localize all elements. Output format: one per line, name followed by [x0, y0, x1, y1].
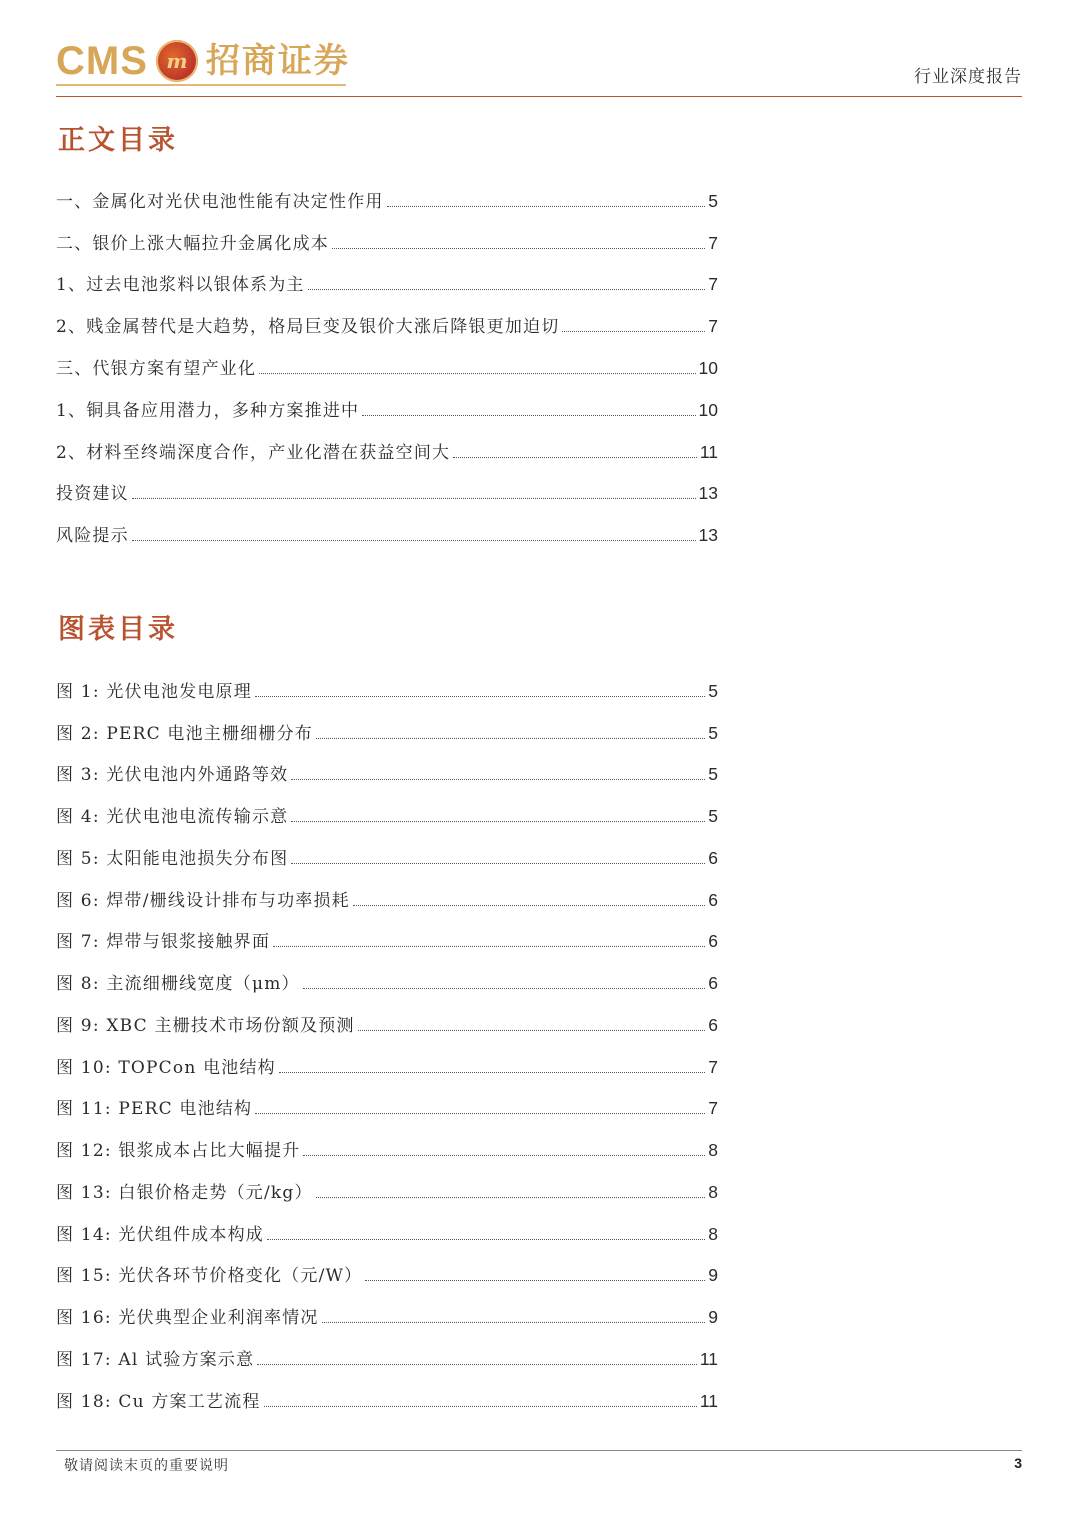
figure-entry[interactable] — [56, 1370, 718, 1412]
dot-leader — [267, 1239, 705, 1240]
company-logo — [56, 36, 350, 86]
svg-text:m: m — [166, 49, 188, 73]
toc-title: 正文目录 — [58, 125, 178, 156]
toc-entry-label: 三、代银方案有望产业化 — [56, 358, 257, 379]
dot-leader — [362, 415, 695, 416]
dot-leader — [255, 696, 705, 697]
dot-leader — [365, 1280, 705, 1281]
figure-entry[interactable] — [56, 1245, 718, 1287]
figure-entry-label: 图 13: 白银价格走势（元/kg） — [56, 1182, 313, 1203]
toc-entry-page: 10 — [698, 357, 718, 378]
figure-entry-label: 图 4: 光伏电池电流传输示意 — [56, 807, 289, 827]
figure-entry-page: 5 — [708, 806, 718, 826]
figure-entry-label: 图 15: 光伏各环节价格变化（元/W） — [56, 1266, 363, 1287]
figure-entry-label: 图 6: 焊带/栅线设计排布与功率损耗 — [56, 890, 350, 911]
figure-entry[interactable] — [56, 827, 718, 869]
figure-entry-page: 6 — [708, 931, 718, 952]
figure-entry[interactable] — [56, 1119, 718, 1161]
figure-entry-label: 图 9: XBC 主栅技术市场份额及预测 — [56, 1015, 355, 1036]
dot-leader — [132, 498, 696, 499]
figure-entry-label: 图 16: 光伏典型企业利润率情况 — [56, 1308, 319, 1328]
figure-entry-label: 图 10: TOPCon 电池结构 — [56, 1057, 276, 1078]
toc-entry-label: 风险提示 — [56, 526, 129, 547]
toc-entry[interactable] — [56, 504, 718, 546]
toc-entry-label: 2、材料至终端深度合作，产业化潜在获益空间大 — [56, 442, 451, 463]
dot-leader — [259, 373, 695, 374]
logo-chinese-name: 招商证券 — [205, 41, 350, 81]
figure-entry-page: 5 — [708, 722, 718, 743]
dot-leader — [322, 1322, 706, 1323]
page-header — [0, 0, 1080, 100]
figure-entry-label: 图 18: Cu 方案工艺流程 — [56, 1391, 261, 1412]
figure-entry[interactable] — [56, 911, 718, 953]
header-divider — [56, 96, 1022, 97]
figure-entry-label: 图 5: 太阳能电池损失分布图 — [56, 848, 289, 869]
figure-entry-page: 6 — [708, 847, 718, 868]
figure-entry-label: 图 11: PERC 电池结构 — [56, 1099, 253, 1120]
dot-leader — [279, 1072, 705, 1073]
report-type: 行业深度报告 — [914, 67, 1022, 87]
figure-entry-page: 7 — [708, 1098, 718, 1119]
figure-entry-page: 5 — [708, 764, 718, 785]
figure-entry-page: 8 — [708, 1181, 718, 1202]
dot-leader — [132, 540, 696, 541]
figure-entry[interactable] — [56, 1161, 718, 1203]
figure-entry-page: 6 — [708, 973, 718, 993]
toc-entry-page: 7 — [708, 232, 718, 253]
toc-entry-page: 7 — [708, 274, 718, 295]
figure-entry-page: 7 — [708, 1056, 718, 1077]
figure-entry[interactable] — [56, 994, 718, 1036]
toc-entry-label: 1、过去电池浆料以银体系为主 — [56, 275, 305, 296]
toc-entry-label: 投资建议 — [56, 484, 129, 505]
dot-leader — [291, 863, 705, 864]
logo-emblem-icon — [156, 40, 198, 82]
figure-entry[interactable] — [56, 869, 718, 911]
figure-entry-label: 图 14: 光伏组件成本构成 — [56, 1224, 264, 1245]
dot-leader — [316, 738, 705, 739]
toc-entry[interactable] — [56, 212, 718, 254]
figure-entry[interactable] — [56, 952, 718, 994]
toc-entry[interactable] — [56, 463, 718, 505]
dot-leader — [332, 248, 705, 249]
dot-leader — [291, 779, 705, 780]
figure-entry-page: 9 — [708, 1307, 718, 1327]
dot-leader — [453, 457, 697, 458]
figure-entry[interactable] — [56, 1328, 718, 1370]
toc-entry[interactable] — [56, 337, 718, 379]
figure-entry[interactable] — [56, 660, 718, 702]
toc-entry-page: 13 — [698, 483, 718, 504]
dot-leader — [303, 1155, 705, 1156]
figure-entry-page: 8 — [708, 1223, 718, 1244]
dot-leader — [353, 905, 705, 906]
dot-leader — [291, 821, 705, 822]
figure-entry[interactable] — [56, 1286, 718, 1328]
toc-entry[interactable] — [56, 295, 718, 337]
figure-entry-page: 11 — [699, 1390, 718, 1411]
toc-entry-page: 7 — [708, 316, 718, 337]
figure-entry[interactable] — [56, 1203, 718, 1245]
logo-text: CMS — [56, 39, 148, 83]
toc-entry-label: 2、贱金属替代是大趋势，格局巨变及银价大涨后降银更加迫切 — [56, 317, 560, 338]
figure-entry[interactable] — [56, 702, 718, 744]
figure-entry-label: 图 12: 银浆成本占比大幅提升 — [56, 1141, 301, 1161]
dot-leader — [387, 206, 706, 207]
figure-entry[interactable] — [56, 785, 718, 827]
toc-entry-label: 一、金属化对光伏电池性能有决定性作用 — [56, 191, 384, 212]
figure-entry-page: 6 — [708, 1014, 718, 1035]
figure-entry-label: 图 7: 焊带与银浆接触界面 — [56, 932, 271, 953]
figure-entry-label: 图 3: 光伏电池内外通路等效 — [56, 765, 289, 786]
toc-entry-label: 二、银价上涨大幅拉升金属化成本 — [56, 233, 329, 254]
figure-entry-page: 11 — [699, 1348, 718, 1369]
dot-leader — [562, 331, 705, 332]
toc-entry-page: 11 — [699, 441, 718, 462]
figure-entry[interactable] — [56, 1036, 718, 1078]
dot-leader — [264, 1406, 697, 1407]
figure-entry-page: 8 — [708, 1140, 718, 1160]
figure-entry[interactable] — [56, 744, 718, 786]
footer-note: 敬请阅读末页的重要说明 — [64, 1458, 229, 1474]
toc-entry-page: 5 — [708, 190, 718, 211]
page-number: 3 — [1014, 1455, 1022, 1471]
dot-leader — [255, 1113, 705, 1114]
figure-entry-label: 图 8: 主流细栅线宽度（μm） — [56, 974, 300, 994]
figures-title: 图表目录 — [58, 614, 178, 645]
figure-entry-label: 图 2: PERC 电池主栅细栅分布 — [56, 723, 314, 744]
toc-entry-page: 10 — [698, 399, 718, 420]
dot-leader — [257, 1364, 697, 1365]
toc-entry[interactable] — [56, 170, 718, 212]
toc-list — [56, 170, 718, 546]
logo-underline — [56, 84, 346, 86]
figure-entry-page: 5 — [708, 680, 718, 701]
toc-entry-label: 1、铜具备应用潜力，多种方案推进中 — [56, 400, 360, 421]
figure-entry[interactable] — [56, 1078, 718, 1120]
figure-entry-label: 图 1: 光伏电池发电原理 — [56, 681, 252, 702]
figures-list — [56, 660, 718, 1412]
figure-entry-page: 9 — [708, 1265, 718, 1286]
toc-entry[interactable] — [56, 379, 718, 421]
toc-entry[interactable] — [56, 421, 718, 463]
dot-leader — [308, 289, 706, 290]
dot-leader — [273, 946, 705, 947]
figure-entry-label: 图 17: Al 试验方案示意 — [56, 1349, 255, 1370]
footer-divider — [56, 1450, 1022, 1451]
toc-entry-page: 13 — [698, 525, 718, 546]
dot-leader — [358, 1030, 706, 1031]
figure-entry-page: 6 — [708, 889, 718, 910]
dot-leader — [303, 988, 706, 989]
dot-leader — [316, 1197, 706, 1198]
toc-entry[interactable] — [56, 254, 718, 296]
